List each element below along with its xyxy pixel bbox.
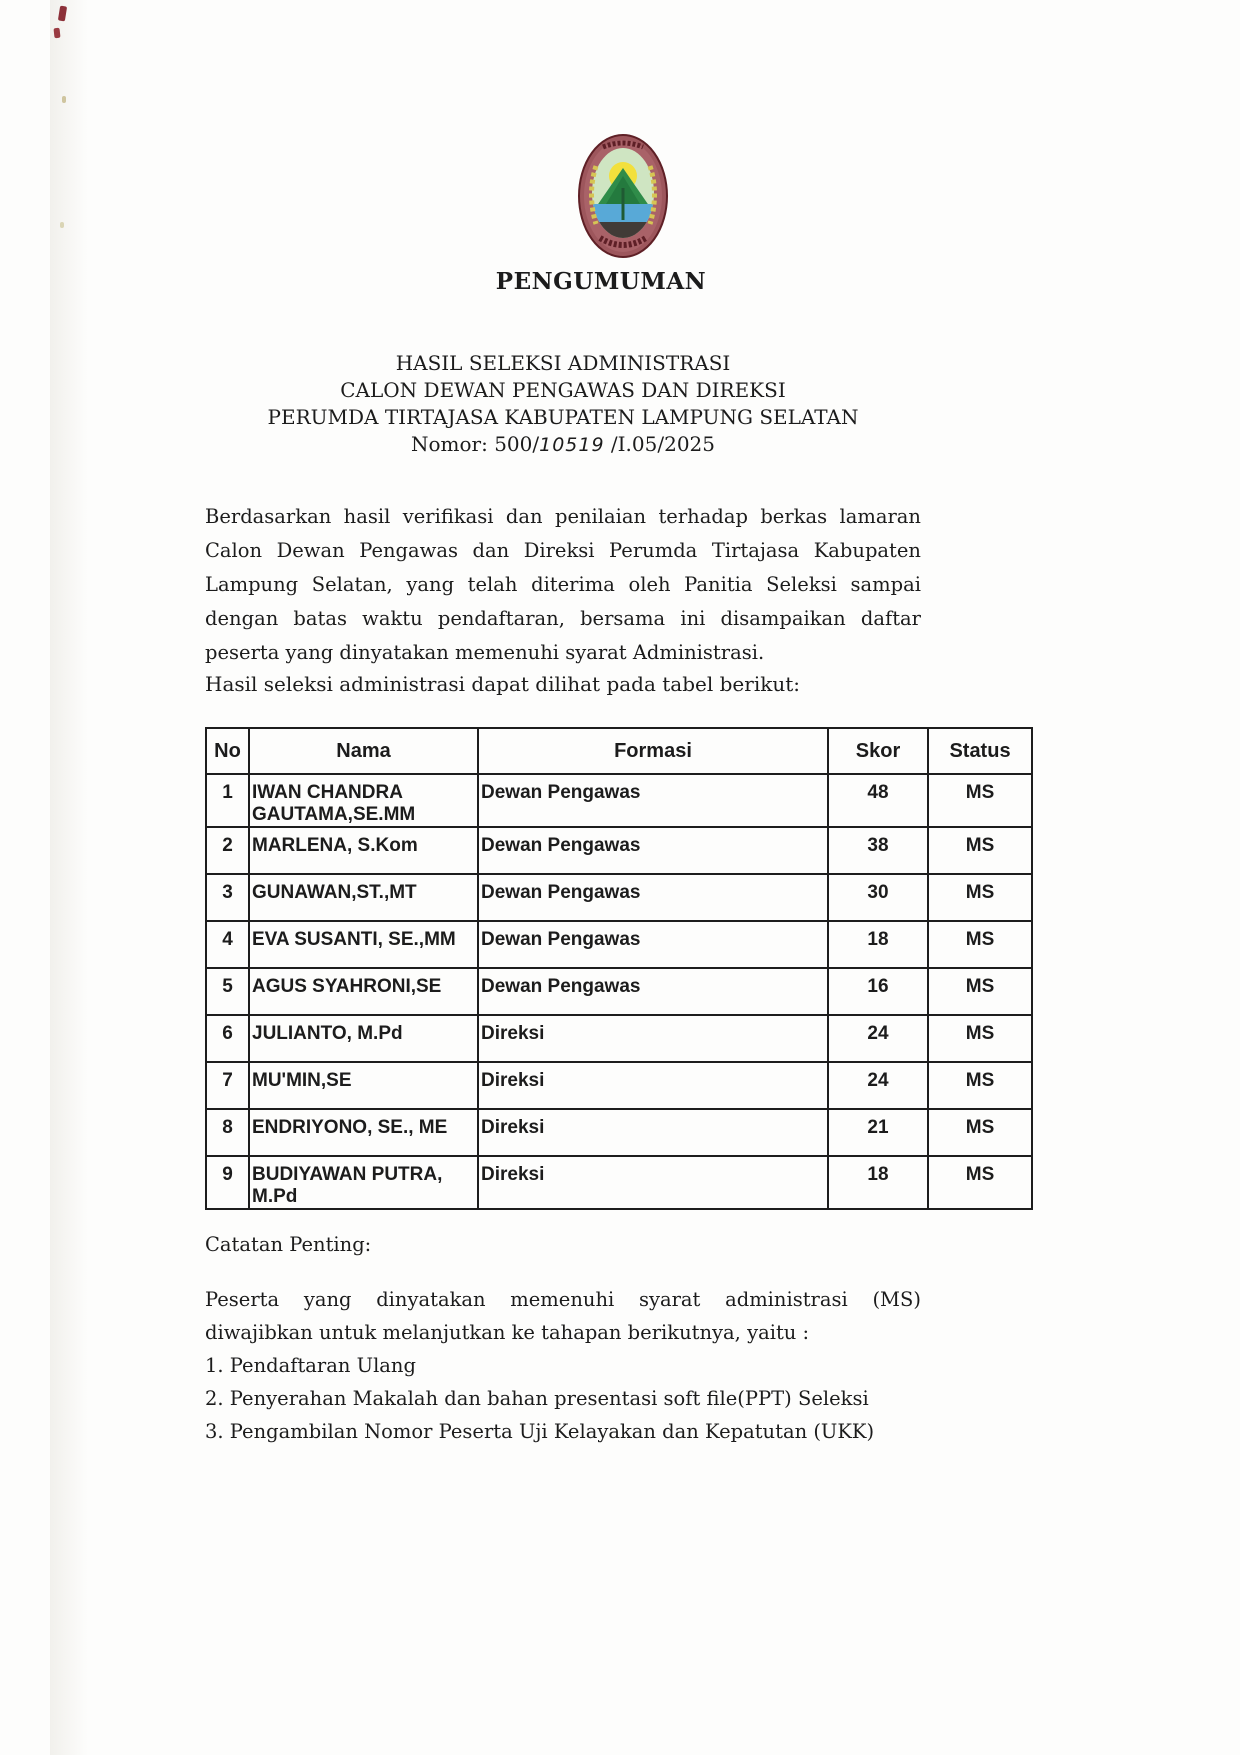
cell-nama: EVA SUSANTI, SE.,MM	[249, 921, 478, 968]
cell-no: 8	[206, 1109, 249, 1156]
cell-no: 5	[206, 968, 249, 1015]
heading-line-3: PERUMDA TIRTAJASA KABUPATEN LAMPUNG SELATAN	[267, 405, 859, 429]
table-row	[206, 1109, 1032, 1156]
notes-paragraph: Peserta yang dinyatakan memenuhi syarat administrasi (MS) diwajibkan untuk melanjutkan ke tahapan berikutnya, yaitu :	[205, 1288, 921, 1344]
table-intro-line: Hasil seleksi administrasi dapat dilihat pada tabel berikut:	[205, 672, 800, 696]
cell-skor: 24	[828, 1015, 928, 1062]
cell-no: 6	[206, 1015, 249, 1062]
heading-line-1: HASIL SELEKSI ADMINISTRASI	[395, 351, 731, 375]
cell-status: MS	[928, 968, 1032, 1015]
cell-skor: 21	[828, 1109, 928, 1156]
cell-nama: JULIANTO, M.Pd	[249, 1015, 478, 1062]
cell-nama: MARLENA, S.Kom	[249, 827, 478, 874]
cell-formasi: Direksi	[478, 1062, 828, 1109]
cell-nama: IWAN CHANDRA GAUTAMA,SE.MM	[249, 774, 478, 827]
notes-heading: Catatan Penting:	[205, 1233, 372, 1256]
table-header-row	[206, 728, 1032, 774]
table-row	[206, 874, 1032, 921]
scan-edge-shadow	[50, 0, 88, 1755]
table-row	[206, 968, 1032, 1015]
regency-seal-icon	[578, 134, 668, 258]
cell-no: 3	[206, 874, 249, 921]
cell-nama: GUNAWAN,ST.,MT	[249, 874, 478, 921]
nomor-suffix: /I.05/2025	[604, 432, 716, 456]
cell-no: 2	[206, 827, 249, 874]
cell-no: 9	[206, 1156, 249, 1209]
table-row	[206, 1015, 1032, 1062]
results-table	[205, 727, 1033, 1210]
cell-formasi: Direksi	[478, 1109, 828, 1156]
heading-line-2: CALON DEWAN PENGAWAS DAN DIREKSI	[340, 378, 786, 402]
cell-skor: 38	[828, 827, 928, 874]
cell-skor: 48	[828, 774, 928, 827]
cell-skor: 18	[828, 1156, 928, 1209]
cell-nama: MU'MIN,SE	[249, 1062, 478, 1109]
header-no: No	[206, 728, 249, 774]
table-row	[206, 827, 1032, 874]
nomor-line	[205, 431, 921, 459]
cell-formasi: Dewan Pengawas	[478, 968, 828, 1015]
cell-formasi: Direksi	[478, 1156, 828, 1209]
cell-status: MS	[928, 921, 1032, 968]
scan-speck	[60, 222, 64, 228]
cell-formasi: Dewan Pengawas	[478, 774, 828, 827]
cell-no: 7	[206, 1062, 249, 1109]
header-nama: Nama	[249, 728, 478, 774]
header-skor: Skor	[828, 728, 928, 774]
table-row	[206, 921, 1032, 968]
table-row	[206, 774, 1032, 827]
cell-skor: 18	[828, 921, 928, 968]
scan-speck	[62, 96, 66, 103]
heading-block	[205, 350, 921, 459]
cell-no: 4	[206, 921, 249, 968]
cell-status: MS	[928, 774, 1032, 827]
intro-paragraph: Berdasarkan hasil verifikasi dan penilaian terhadap berkas lamaran Calon Dewan Pengawas dan Direksi Perumda Tirtajasa Kabupaten Lampung Selatan, yang telah diterima oleh Panitia Seleksi sampai dengan batas waktu pendaftaran, bersama ini disampaikan daftar peserta yang dinyatakan memenuhi syarat Administrasi.	[205, 505, 921, 664]
cell-formasi: Dewan Pengawas	[478, 827, 828, 874]
note-item-2: 2. Penyerahan Makalah dan bahan presentasi soft file(PPT) Seleksi	[205, 1387, 869, 1410]
cell-formasi: Dewan Pengawas	[478, 874, 828, 921]
cell-nama: ENDRIYONO, SE., ME	[249, 1109, 478, 1156]
cell-skor: 16	[828, 968, 928, 1015]
important-notes-section	[205, 1228, 921, 1448]
cell-nama: BUDIYAWAN PUTRA, M.Pd	[249, 1156, 478, 1209]
cell-status: MS	[928, 1156, 1032, 1209]
cell-skor: 24	[828, 1062, 928, 1109]
nomor-prefix: Nomor: 500/	[410, 432, 540, 456]
cell-formasi: Dewan Pengawas	[478, 921, 828, 968]
nomor-handwritten-number: 10519	[539, 434, 605, 456]
scan-speck	[53, 28, 60, 39]
cell-status: MS	[928, 1109, 1032, 1156]
table-row	[206, 1062, 1032, 1109]
cell-status: MS	[928, 1062, 1032, 1109]
header-formasi: Formasi	[478, 728, 828, 774]
cell-nama: AGUS SYAHRONI,SE	[249, 968, 478, 1015]
header-status: Status	[928, 728, 1032, 774]
note-item-1: 1. Pendaftaran Ulang	[205, 1354, 416, 1377]
scan-speck	[58, 6, 67, 22]
cell-status: MS	[928, 874, 1032, 921]
document-title: PENGUMUMAN	[495, 268, 707, 295]
cell-no: 1	[206, 774, 249, 827]
note-item-3: 3. Pengambilan Nomor Peserta Uji Kelayakan dan Kepatutan (UKK)	[205, 1420, 875, 1443]
table-row	[206, 1156, 1032, 1209]
cell-status: MS	[928, 827, 1032, 874]
cell-formasi: Direksi	[478, 1015, 828, 1062]
cell-status: MS	[928, 1015, 1032, 1062]
cell-skor: 30	[828, 874, 928, 921]
